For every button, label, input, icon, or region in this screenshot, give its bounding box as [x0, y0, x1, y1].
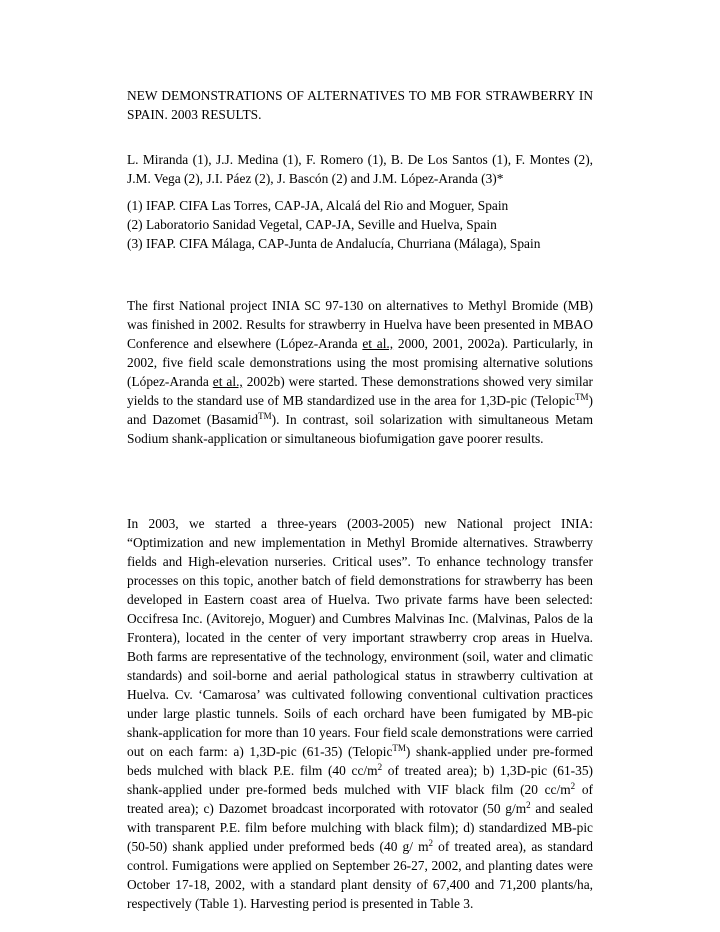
affiliation-1: (1) IFAP. CIFA Las Torres, CAP-JA, Alcalá del Rio and Moguer, Spain	[127, 198, 509, 213]
paragraph-2-text-c: of treated area); b) 1,3D-pic (61-35) shank-applied under pre-formed beds mulched with VIF black film (20 cc/m	[127, 763, 593, 797]
paragraph-1	[127, 296, 593, 448]
squared-superscript: 2	[428, 838, 434, 848]
paragraph-2-text-b: ) shank-applied under pre-formed beds mulched with black P.E. film (40 cc/m	[127, 744, 593, 778]
paragraph-1-text-d: ) and Dazomet (Basamid	[127, 393, 593, 427]
paragraph-2-text-a: In 2003, we started a three-years (2003-2005) new National project INIA: “Optimization and new implementation in Methyl Bromide alternatives. Strawberry fields and High-elevation nurseries. Critical uses”. To enhance technology transfer processes on this topic, another batch of field demonstrations for strawberry has been developed in Eastern coast area of Huelva. Two private farms have been selected: Occifresa Inc. (Avitorejo, Moguer) and Cumbres Malvinas Inc. (Malvinas, Palos de la Frontera), located in the center of very important strawberry crop areas in Huelva. Both farms are representative of the technology, environment (soil, water and climatic standards) and soil-borne and aerial pathological status in strawberry cultivation at Huelva. Cv. ‘Camarosa’ was cultivated following conventional cultivation practices under large plastic tunnels. Soils of each orchard have been fumigated by MB-pic shank-application for more than 10 years. Four field scale demonstrations were carried out on each farm: a) 1,3D-pic (61-35) (Telopic	[127, 516, 593, 759]
affiliation-list	[127, 196, 593, 253]
paragraph-1-text-c: 2002b) were started. These demonstrations showed very similar yields to the standard use of MB standardized use in the area for 1,3D-pic (Telopic	[127, 374, 593, 408]
squared-superscript: 2	[377, 762, 383, 772]
paragraph-1-text-b: 2000, 2001, 2002a). Particularly, in 2002, five field scale demonstrations using the most promising alternative solutions (López-Aranda	[127, 336, 594, 389]
trademark-superscript: TM	[392, 743, 406, 753]
paragraph-2	[127, 514, 593, 913]
paragraph-2-text-d: of treated area); c) Dazomet broadcast incorporated with rotovator (50 g/m	[127, 782, 593, 816]
squared-superscript: 2	[570, 781, 576, 791]
paragraph-1-text-a: The first National project INIA SC 97-130 on alternatives to Methyl Bromide (MB) was finished in 2002. Results for strawberry in Huelva have been presented in MBAO Conference and elsewhere (López-Aranda	[127, 298, 593, 351]
paper-title: NEW DEMONSTRATIONS OF ALTERNATIVES TO MB FOR STRAWBERRY IN SPAIN. 2003 RESULTS.	[127, 88, 593, 122]
affiliation-3: (3) IFAP. CIFA Málaga, CAP-Junta de Andalucía, Churriana (Málaga), Spain	[127, 236, 541, 251]
citation-et-al-1: et al.,	[362, 336, 394, 351]
paragraph-2-text-f: of treated area), as standard control. Fumigations were applied on September 26-27, 2002, and planting dates were October 17-18, 2002, with a standard plant density of 67,400 and 71,200 plants/ha, respectively (Table 1). Harvesting period is presented in Table 3.	[127, 839, 593, 911]
trademark-superscript: TM	[258, 411, 272, 421]
trademark-superscript: TM	[575, 392, 589, 402]
author-list: L. Miranda (1), J.J. Medina (1), F. Romero (1), B. De Los Santos (1), F. Montes (2), J.M. Vega (2), J.I. Páez (2), J. Bascón (2) and J.M. López-Aranda (3)*	[127, 152, 593, 186]
affiliation-2: (2) Laboratorio Sanidad Vegetal, CAP-JA, Seville and Huelva, Spain	[127, 217, 497, 232]
paragraph-1-text-e: ). In contrast, soil solarization with simultaneous Metam Sodium shank-application or simultaneous biofumigation gave poorer results.	[127, 412, 593, 446]
squared-superscript: 2	[526, 800, 531, 810]
paragraph-2-text-e: and sealed with transparent P.E. film before mulching with black film); d) standardized MB-pic (50-50) shank applied under preformed beds (40 g/ m	[127, 801, 593, 854]
citation-et-al-2: et al.,	[212, 374, 243, 389]
